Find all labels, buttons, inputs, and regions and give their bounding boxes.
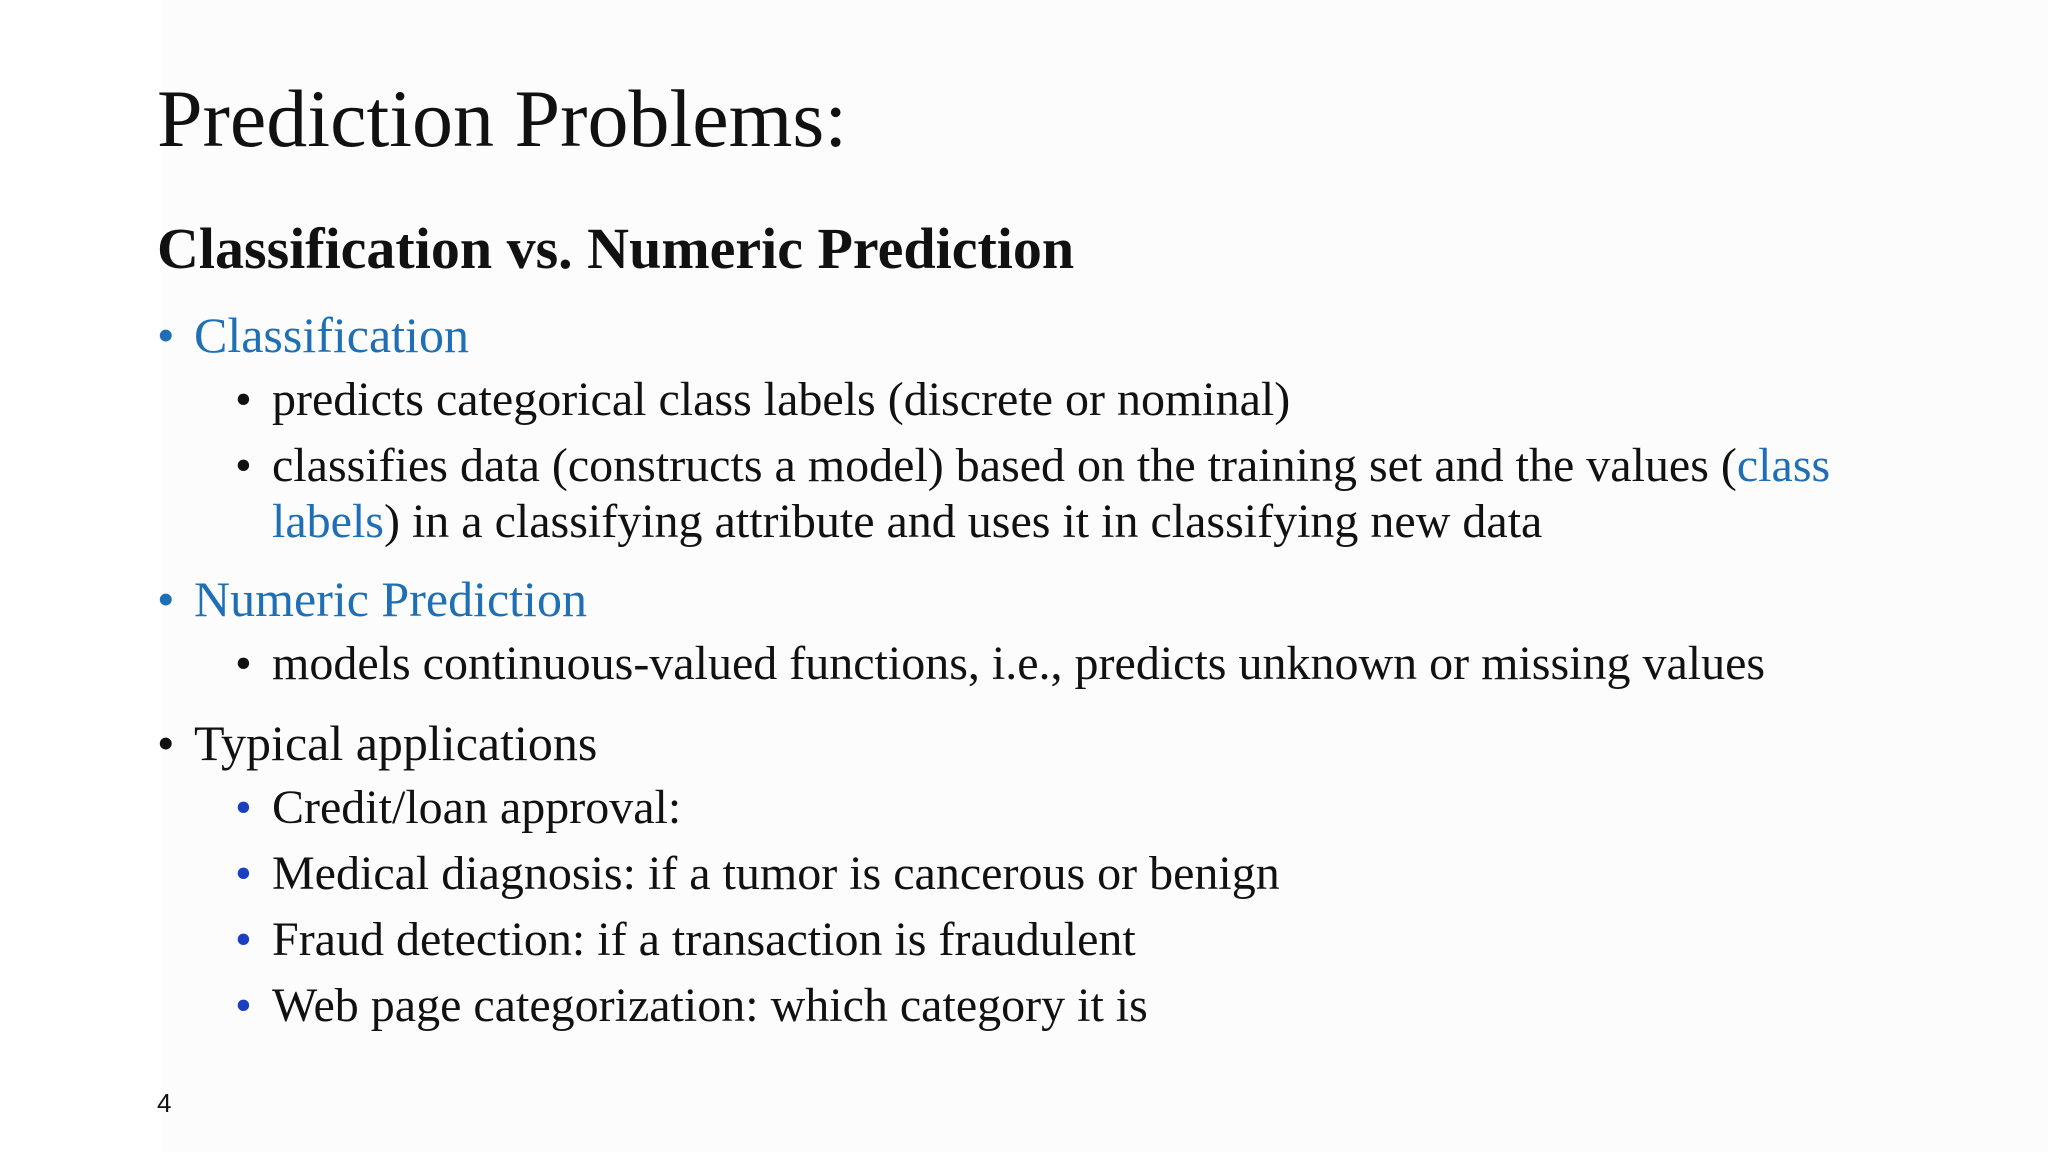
bullet-marker: •: [157, 307, 175, 363]
class-labels-term-part1: class: [1736, 439, 1831, 492]
application-item-3: [235, 913, 1136, 966]
sub-bullet-classification-2-continuation: [272, 495, 1543, 548]
application-item-4: [235, 979, 1148, 1032]
sub-bullet-classification-1: [235, 373, 1291, 426]
applications-heading: Typical applications: [194, 715, 598, 771]
sub-bullet-classification-2: [235, 439, 1831, 492]
bullet-marker: •: [235, 373, 252, 426]
application-item-1: [235, 781, 682, 834]
page-number: 4: [157, 1088, 172, 1118]
classification-item-2-part2: ) in a classifying attribute and uses it in classifying new data: [383, 495, 1543, 548]
application-text: Fraud detection: if a transaction is fraudulent: [272, 913, 1136, 966]
numeric-prediction-heading: Numeric Prediction: [194, 571, 587, 627]
application-text: Credit/loan approval:: [272, 781, 682, 834]
bullet-typical-applications: [157, 715, 598, 771]
classification-item-1: predicts categorical class labels (discrete or nominal): [272, 373, 1291, 426]
bullet-marker: •: [157, 571, 175, 627]
bullet-marker: •: [235, 637, 252, 690]
classification-heading: Classification: [194, 307, 469, 363]
bullet-marker: •: [235, 913, 252, 966]
classification-item-2-part1: classifies data (constructs a model) based on the training set and the values (: [272, 439, 1737, 492]
bullet-marker: •: [235, 847, 252, 900]
class-labels-term-part2: labels: [272, 495, 384, 548]
bullet-classification: [157, 307, 469, 363]
bullet-marker: •: [235, 781, 252, 834]
application-text: Web page categorization: which category it is: [272, 979, 1148, 1032]
slide-title: Prediction Problems:: [157, 73, 848, 164]
application-text: Medical diagnosis: if a tumor is cancerous or benign: [272, 847, 1280, 900]
slide-subtitle: Classification vs. Numeric Prediction: [157, 216, 1075, 281]
bullet-marker: •: [157, 715, 175, 771]
numeric-item-1: models continuous-valued functions, i.e., predicts unknown or missing values: [272, 637, 1766, 690]
bullet-marker: •: [235, 439, 252, 492]
sub-bullet-numeric-1: [235, 637, 1766, 690]
application-item-2: [235, 847, 1280, 900]
bullet-numeric-prediction: [157, 571, 587, 627]
bullet-marker: •: [235, 979, 252, 1032]
